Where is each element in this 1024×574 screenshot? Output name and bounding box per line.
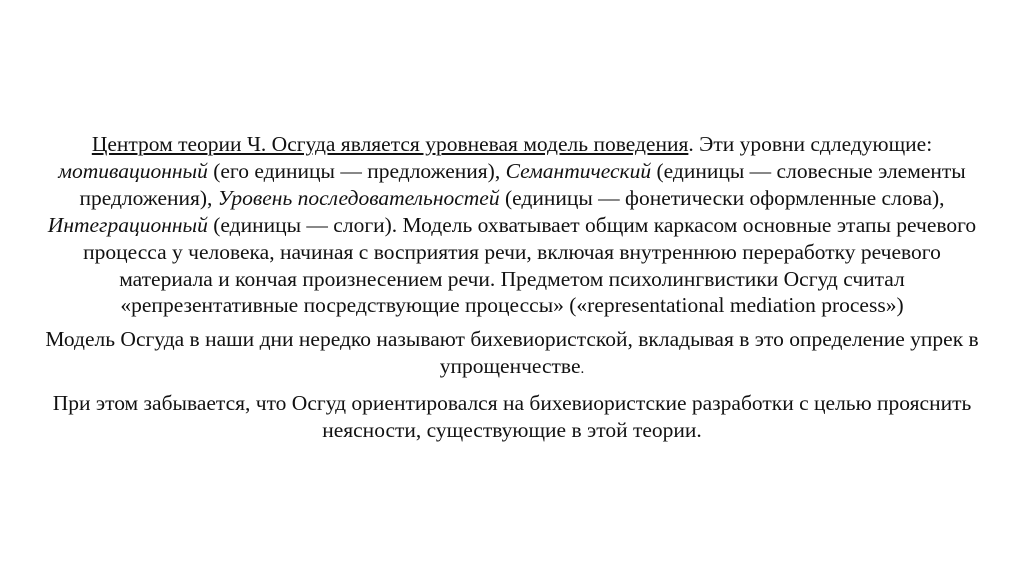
text-segment: (единицы — словесные элементы предложения), [79,158,966,210]
level-motivational: мотивационный [58,158,208,183]
text-segment: При этом забывается, что Осгуд ориентировался на бихевиористские разработки с целью прояснить неясности, существующие в этой теории. [52,391,972,443]
underlined-lead: Центром теории Ч. Осгуда является уровневая модель поведения [91,132,689,156]
text-period: . [580,361,585,378]
level-sequences: Уровень последовательностей [217,185,500,210]
level-semantic: Семантический [505,158,652,183]
paragraph-forgotten-fact [40,390,984,444]
text-segment: (его единицы — предложения), [207,158,506,183]
text-segment: (единицы — фонетически оформленные слова), [499,185,945,210]
text-segment: . Эти уровни сдледующие: [688,132,933,156]
slide-text [40,131,984,444]
paragraph-behaviorist-model [40,326,984,383]
text-segment: (единицы — слоги). Модель охватывает общим каркасом основные этапы речевого процесса у человека, начиная с восприятия речи, включая внутреннюю переработку речевого материала и кончая произнесением речи. Предметом психолингвистики Осгуд считал «репрезентативные посредствующие процессы» («representational mediation process») [83,212,977,318]
level-integrational: Интеграционный [47,212,208,237]
text-segment: Модель Осгуда в наши дни нередко называют бихевиористской, вкладывая в это определение упрек в упрощенчестве [45,327,979,379]
paragraph-osgood-theory [40,131,984,319]
